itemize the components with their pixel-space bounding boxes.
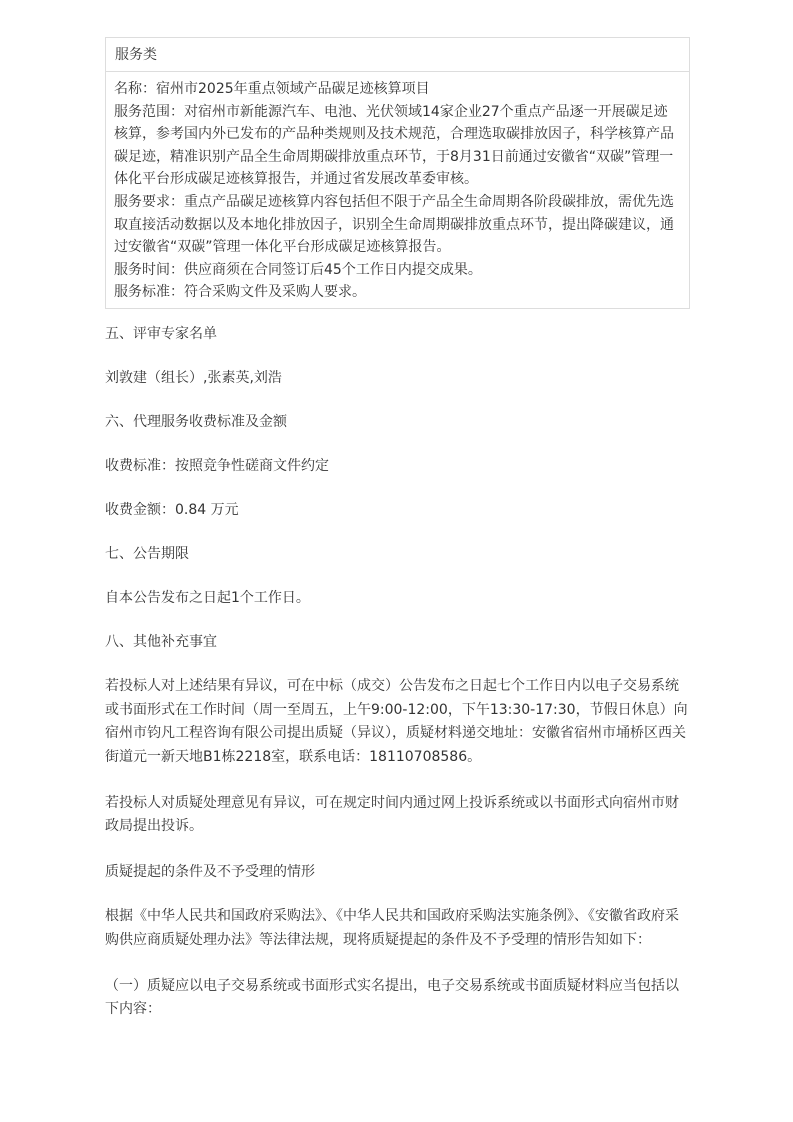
expert-list: 刘敦建（组长）,张素英,刘浩: [105, 369, 282, 386]
service-time: 服务时间：供应商须在合同签订后45个工作日内提交成果。: [114, 261, 482, 278]
project-name: 名称：宿州市2025年重点领域产品碳足迹核算项目: [114, 81, 430, 97]
service-box-header: 服务类: [106, 38, 689, 72]
condition-item-1: （一）质疑应以电子交易系统或书面形式实名提出，电子交易系统或书面质疑材料应当包括以下内容：: [105, 977, 679, 1018]
conditions-heading: 质疑提起的条件及不予受理的情形: [105, 864, 315, 881]
complaint-paragraph: 若投标人对质疑处理意见有异议，可在规定时间内通过网上投诉系统或以书面形式向宿州市财政局提出投诉。: [105, 794, 679, 835]
section-heading-fees: 六、代理服务收费标准及金额: [105, 413, 287, 430]
fee-amount: 收费金额：0.84 万元: [105, 501, 239, 518]
section-heading-period: 七、公告期限: [105, 545, 189, 562]
announcement-period: 自本公告发布之日起1个工作日。: [105, 589, 310, 606]
section-heading-experts: 五、评审专家名单: [105, 325, 217, 342]
legal-basis-paragraph: 根据《中华人民共和国政府采购法》、《中华人民共和国政府采购法实施条例》、《安徽省政府采购供应商质疑处理办法》等法律法规，现将质疑提起的条件及不予受理的情形告知如下：: [105, 908, 679, 948]
section-heading-other: 八、其他补充事宜: [105, 633, 217, 650]
service-box-body: [106, 72, 689, 308]
service-scope: 服务范围：对宿州市新能源汽车、电池、光伏领域14家企业27个重点产品逐一开展碳足迹核算，参考国内外已发布的产品种类规则及技术规范，合理选取碳排放因子，科学核算产品碳足迹，精准识别产品全生命周期碳排放重点环节，于8月31日前通过安徽省“双碳”管理一体化平台形成碳足迹核算报告，并通过省发展改革委审核。: [114, 103, 674, 188]
service-details-box: [105, 37, 690, 309]
service-standard: 服务标准：符合采购文件及采购人要求。: [114, 284, 366, 301]
service-requirements: 服务要求：重点产品碳足迹核算内容包括但不限于产品全生命周期各阶段碳排放，需优先选取直接活动数据以及本地化排放因子，识别全生命周期碳排放重点环节，提出降碳建议，通过安徽省“双碳”管理一体化平台形成碳足迹核算报告。: [114, 193, 674, 256]
fee-standard: 收费标准：按照竞争性磋商文件约定: [105, 457, 329, 474]
announcement-content: [105, 37, 690, 1022]
objection-paragraph: 若投标人对上述结果有异议，可在中标（成交）公告发布之日起七个工作日内以电子交易系统或书面形式在工作时间（周一至周五，上午9:00-12:00，下午13:30-17:30，节假日休息）向宿州市钧凡工程咨询有限公司提出质疑（异议），质疑材料递交地址：安徽省宿州市埇桥区西关街道元一新天地B1栋2218室，联系电话：18110708586。: [105, 677, 688, 766]
